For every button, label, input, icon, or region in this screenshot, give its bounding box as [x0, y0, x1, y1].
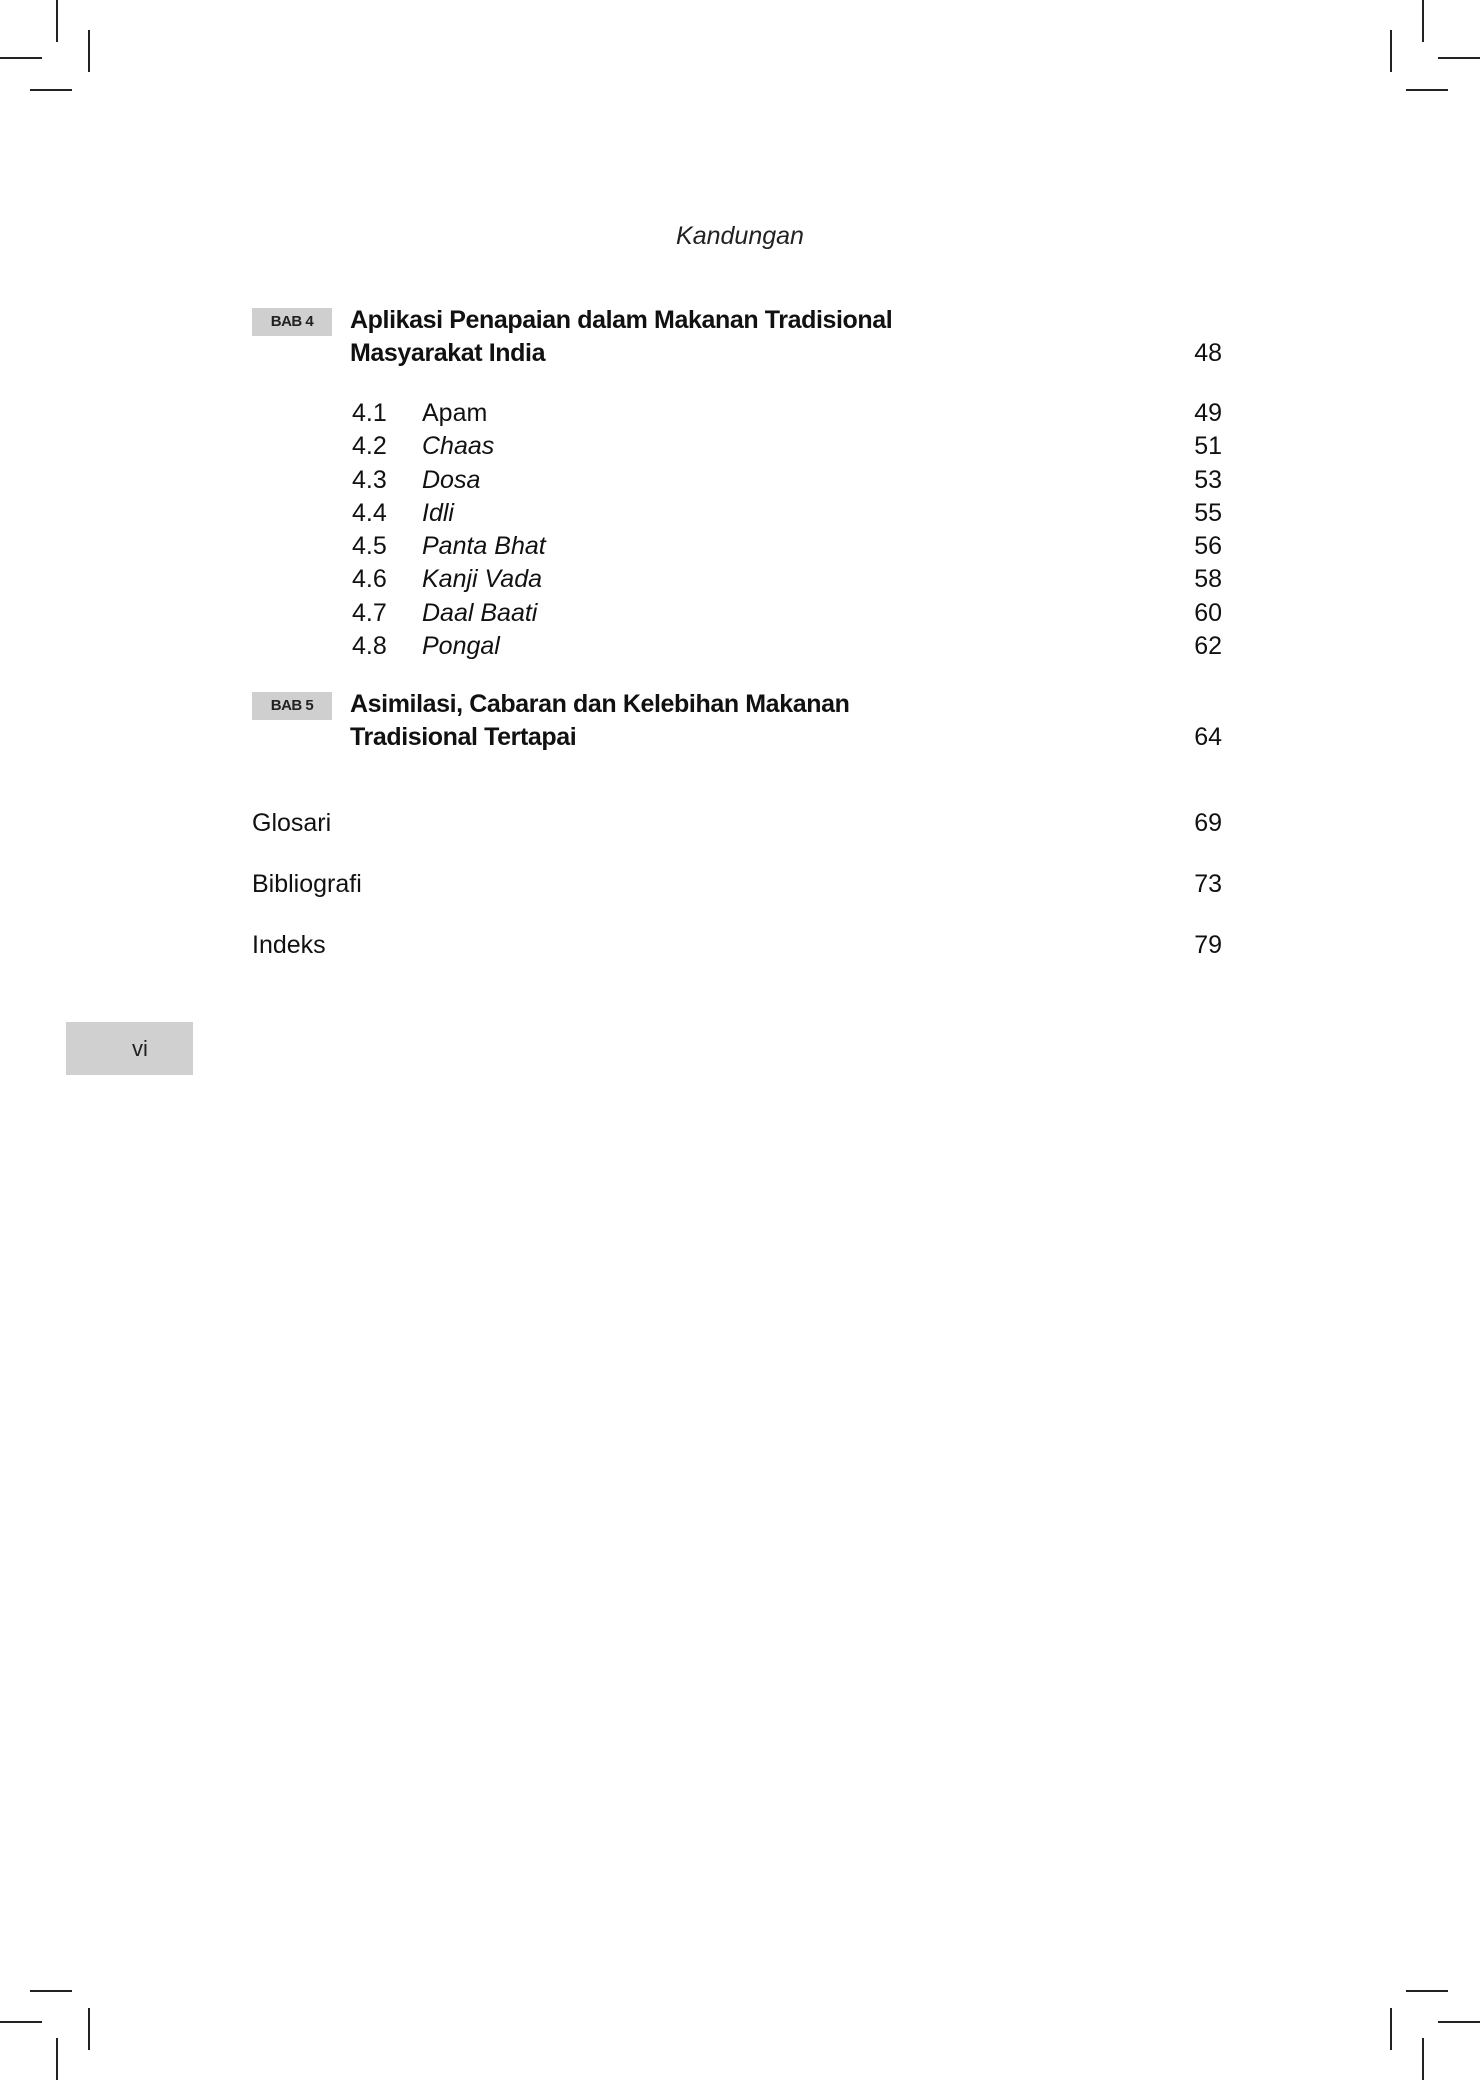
section-title: Dosa [422, 465, 481, 494]
section-title: Daal Baati [422, 598, 538, 627]
section-title: Panta Bhat [422, 532, 546, 561]
backmatter-page-number: 69 [1194, 809, 1222, 837]
section-number: 4.1 [352, 399, 387, 427]
page-number-tab [66, 1022, 193, 1075]
section-page-number: 51 [1194, 432, 1222, 461]
section-number: 4.4 [352, 498, 387, 527]
section-page-number: 55 [1194, 498, 1222, 527]
crop-mark [30, 89, 72, 91]
page-number: vi [132, 1036, 148, 1061]
toc-section[interactable] [352, 397, 1222, 430]
toc-chapter-5[interactable] [252, 692, 1222, 762]
toc-section[interactable] [352, 497, 1222, 530]
running-head: Kandungan [676, 222, 804, 250]
toc-section[interactable] [352, 464, 1222, 497]
crop-mark [1406, 89, 1448, 91]
crop-mark [1390, 2008, 1392, 2050]
crop-mark [1390, 30, 1392, 72]
toc-chapter-4[interactable] [252, 308, 1222, 378]
section-number: 4.7 [352, 598, 387, 627]
chapter-tag: BAB 5 [252, 692, 332, 720]
section-number: 4.2 [352, 432, 387, 461]
crop-mark [0, 57, 42, 59]
chapter-title-line-1: Aplikasi Penapaian dalam Makanan Tradisional [350, 306, 893, 334]
chapter-page-number: 64 [1194, 723, 1222, 751]
section-number: 4.3 [352, 465, 387, 494]
section-number: 4.8 [352, 632, 387, 661]
toc-bibliografi[interactable] [252, 868, 1222, 901]
toc-section[interactable] [352, 530, 1222, 563]
backmatter-label: Bibliografi [252, 870, 362, 898]
section-page-number: 53 [1194, 465, 1222, 494]
section-number: 4.6 [352, 565, 387, 594]
chapter-title-line-2: Tradisional Tertapai [350, 723, 577, 751]
section-title: Apam [422, 399, 488, 427]
chapter-title-line-1: Asimilasi, Cabaran dan Kelebihan Makanan [350, 690, 850, 718]
crop-mark [88, 2008, 90, 2050]
section-page-number: 58 [1194, 565, 1222, 594]
section-page-number: 62 [1194, 632, 1222, 661]
chapter-title-line-2: Masyarakat India [350, 339, 546, 367]
chapter-title [350, 304, 970, 370]
toc-indeks[interactable] [252, 929, 1222, 962]
chapter-title [350, 688, 970, 754]
section-page-number: 60 [1194, 598, 1222, 627]
crop-mark [30, 1990, 72, 1992]
crop-mark [1438, 57, 1480, 59]
section-title: Chaas [422, 432, 495, 461]
backmatter-label: Glosari [252, 809, 332, 837]
chapter-tag: BAB 4 [252, 308, 332, 336]
toc-section[interactable] [352, 630, 1222, 663]
section-page-number: 56 [1194, 532, 1222, 561]
section-list [352, 397, 1222, 663]
crop-mark [1438, 2021, 1480, 2023]
backmatter-page-number: 73 [1194, 870, 1222, 898]
crop-mark [56, 2038, 58, 2080]
section-title: Idli [422, 498, 454, 527]
crop-mark [0, 2021, 42, 2023]
crop-mark [1422, 2038, 1424, 2080]
section-title: Kanji Vada [422, 565, 542, 594]
backmatter-label: Indeks [252, 931, 326, 959]
toc-section[interactable] [352, 563, 1222, 596]
backmatter-page-number: 79 [1194, 931, 1222, 959]
section-number: 4.5 [352, 532, 387, 561]
section-title: Pongal [422, 632, 500, 661]
toc-glosari[interactable] [252, 807, 1222, 840]
crop-mark [1422, 0, 1424, 42]
crop-mark [88, 30, 90, 72]
crop-mark [56, 0, 58, 42]
section-page-number: 49 [1194, 399, 1222, 427]
chapter-page-number: 48 [1194, 339, 1222, 367]
toc-section[interactable] [352, 597, 1222, 630]
crop-mark [1406, 1990, 1448, 1992]
toc-section[interactable] [352, 430, 1222, 463]
